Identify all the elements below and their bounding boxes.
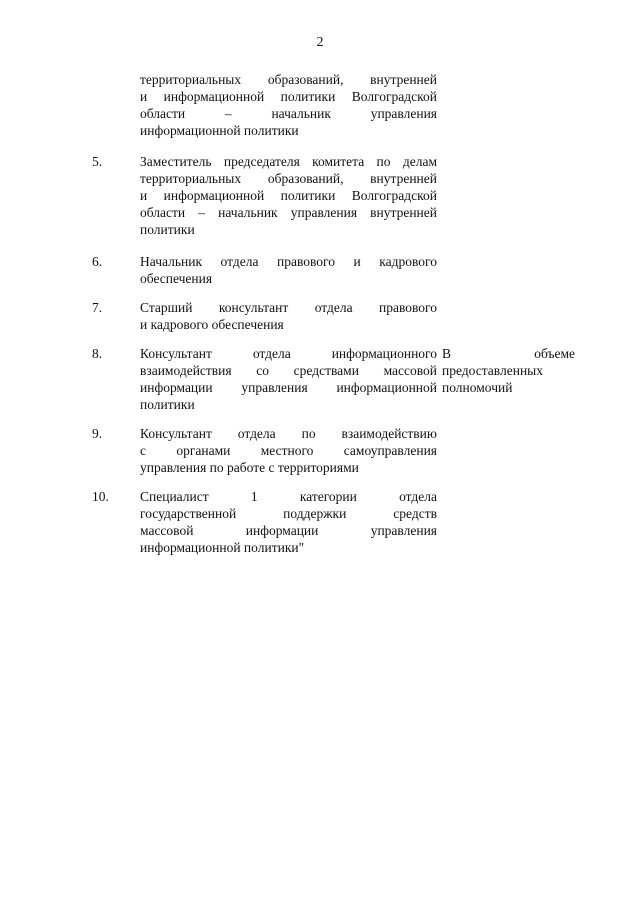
item-line: территориальных образований, внутренней — [140, 72, 437, 87]
item-line: политики — [140, 397, 195, 412]
item-line: с органами местного самоуправления — [140, 443, 437, 458]
item-line: обеспечения — [140, 271, 213, 286]
item-text — [140, 253, 437, 287]
item-line: информации управления информационной — [140, 380, 437, 395]
item-number: 9. — [92, 426, 103, 441]
item-line: территориальных образований, внутренней — [140, 171, 437, 186]
item-line: Консультант отдела по взаимодействию — [140, 426, 437, 441]
item-line: массовой информации управления — [140, 523, 437, 538]
item-line: Заместитель председателя комитета по делам — [140, 154, 437, 169]
item-number: 10. — [92, 489, 109, 504]
item-line: информационной политики — [140, 123, 299, 138]
note-line: В объеме — [442, 346, 575, 361]
item-text — [140, 153, 437, 238]
item-number: 5. — [92, 154, 103, 169]
note-line: полномочий — [442, 380, 513, 395]
item-text — [140, 299, 437, 333]
item-number: 7. — [92, 300, 103, 315]
item-text — [140, 425, 437, 476]
item-line: Старший консультант отдела правового — [140, 300, 437, 315]
item-line: Консультант отдела информационного — [140, 346, 437, 361]
item-line: Начальник отдела правового и кадрового — [140, 254, 437, 269]
item-number: 8. — [92, 346, 103, 361]
item-line: информационной политики" — [140, 540, 305, 555]
item-line: и кадрового обеспечения — [140, 317, 284, 332]
page-number: 2 — [316, 35, 324, 50]
item-number: 6. — [92, 254, 103, 269]
item-line: управления по работе с территориями — [140, 460, 359, 475]
item-line: Специалист 1 категории отдела — [140, 489, 437, 504]
item-line: и информационной политики Волгоградской — [140, 89, 437, 104]
item-text — [140, 345, 437, 413]
item-line: области – начальник управления — [140, 106, 437, 121]
item-line: государственной поддержки средств — [140, 506, 437, 521]
item-line: политики — [140, 222, 195, 237]
item-text — [140, 488, 437, 556]
item-line: взаимодействия со средствами массовой — [140, 363, 437, 378]
item-line: и информационной политики Волгоградской — [140, 188, 437, 203]
item-note — [442, 345, 575, 396]
note-line: предоставленных — [442, 363, 543, 378]
item-text — [140, 71, 437, 139]
item-line: области – начальник управления внутренней — [140, 205, 437, 220]
